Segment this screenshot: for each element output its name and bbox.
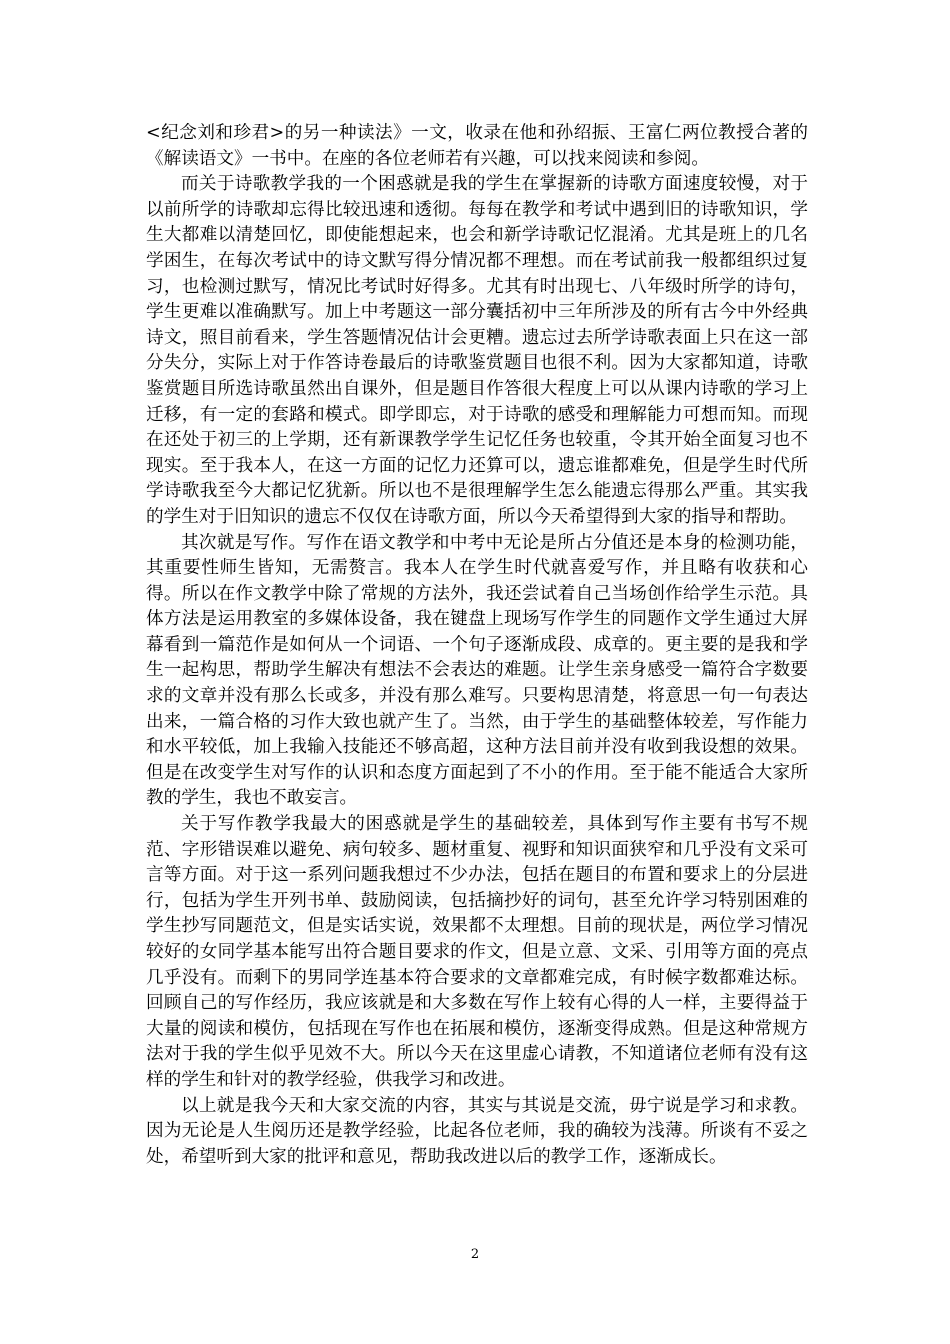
page-number: 2 xyxy=(470,1247,480,1262)
paragraph-3: 其次就是写作。写作在语文教学和中考中无论是所占分值还是本身的检测功能，其重要性师生皆知，无需赘言。我本人在学生时代就喜爱写作，并且略有收获和心得。所以在作文教学中除了常规的方法外，我还尝试着自己当场创作给学生示范。具体方法是运用教室的多媒体设备，我在键盘上现场写作学生的同题作文学生通过大屏幕看到一篇范作是如何从一个词语、一个句子逐渐成段、成章的。更主要的是我和学生一起构思，帮助学生解决有想法不会表达的难题。让学生亲身感受一篇符合字数要求的文章并没有那么长或多，并没有那么难写。只要构思清楚，将意思一句一句表达出来，一篇合格的习作大致也就产生了。当然，由于学生的基础整体较差，写作能力和水平较低，加上我输入技能还不够高超，这种方法目前并没有收到我设想的效果。但是在改变学生对写作的认识和态度方面起到了不小的作用。至于能不能适合大家所教的学生，我也不敢妄言。 xyxy=(146,532,808,809)
document-body xyxy=(146,121,808,1170)
paragraph-1: <纪念刘和珍君>的另一种读法》一文，收录在他和孙绍振、王富仁两位教授合著的《解读语文》一书中。在座的各位老师若有兴趣，可以找来阅读和参阅。 xyxy=(146,123,808,169)
paragraph-2: 而关于诗歌教学我的一个困惑就是我的学生在掌握新的诗歌方面速度较慢，对于以前所学的诗歌却忘得比较迅速和透彻。每每在教学和考试中遇到旧的诗歌知识，学生大都难以清楚回忆，即使能想起来，也会和新学诗歌记忆混淆。尤其是班上的几名学困生，在每次考试中的诗文默写得分情况都不理想。而在考试前我一般都组织过复习，也检测过默写，情况比考试时好得多。尤其有时出现七、八年级时所学的诗句，学生更难以准确默写。加上中考题这一部分囊括初中三年所涉及的所有古今中外经典诗文，照目前看来，学生答题情况估计会更糟。遗忘过去所学诗歌表面上只在这一部分失分，实际上对于作答诗卷最后的诗歌鉴赏题目也很不利。因为大家都知道，诗歌鉴赏题目所选诗歌虽然出自课外，但是题目作答很大程度上可以从课内诗歌的学习上迁移，有一定的套路和模式。即学即忘，对于诗歌的感受和理解能力可想而知。而现在还处于初三的上学期，还有新课教学学生记忆任务也较重，令其开始全面复习也不现实。至于我本人，在这一方面的记忆力还算可以，遗忘谁都难免，但是学生时代所学诗歌我至今大都记忆犹新。所以也不是很理解学生怎么能遗忘得那么严重。其实我的学生对于旧知识的遗忘不仅仅在诗歌方面，所以今天希望得到大家的指导和帮助。 xyxy=(146,174,808,527)
paragraph-4: 关于写作教学我最大的困惑就是学生的基础较差，具体到写作主要有书写不规范、字形错误难以避免、病句较多、题材重复、视野和知识面狭窄和几乎没有文采可言等方面。对于这一系列问题我想过不少办法，包括在题目的布置和要求上的分层进行，包括为学生开列书单、鼓励阅读，包括摘抄好的词句，甚至允许学习特别困难的学生抄写同题范文，但是实话实说，效果都不太理想。目前的现状是，两位学习情况较好的女同学基本能写出符合题目要求的作文，但是立意、文采、引用等方面的亮点几乎没有。而剩下的男同学连基本符合要求的文章都难完成，有时候字数都难达标。回顾自己的写作经历，我应该就是和大多数在写作上较有心得的人一样，主要得益于大量的阅读和模仿，包括现在写作也在拓展和模仿，逐渐变得成熟。但是这种常规方法对于我的学生似乎见效不大。所以今天在这里虚心请教，不知道诸位老师有没有这样的学生和针对的教学经验，供我学习和改进。 xyxy=(146,814,808,1090)
paragraph-5: 以上就是我今天和大家交流的内容，其实与其说是交流，毋宁说是学习和求教。因为无论是人生阅历还是教学经验，比起各位老师，我的确较为浅薄。所谈有不妥之处，希望听到大家的批评和意见，帮助我改进以后的教学工作，逐渐成长。 xyxy=(146,1095,808,1167)
